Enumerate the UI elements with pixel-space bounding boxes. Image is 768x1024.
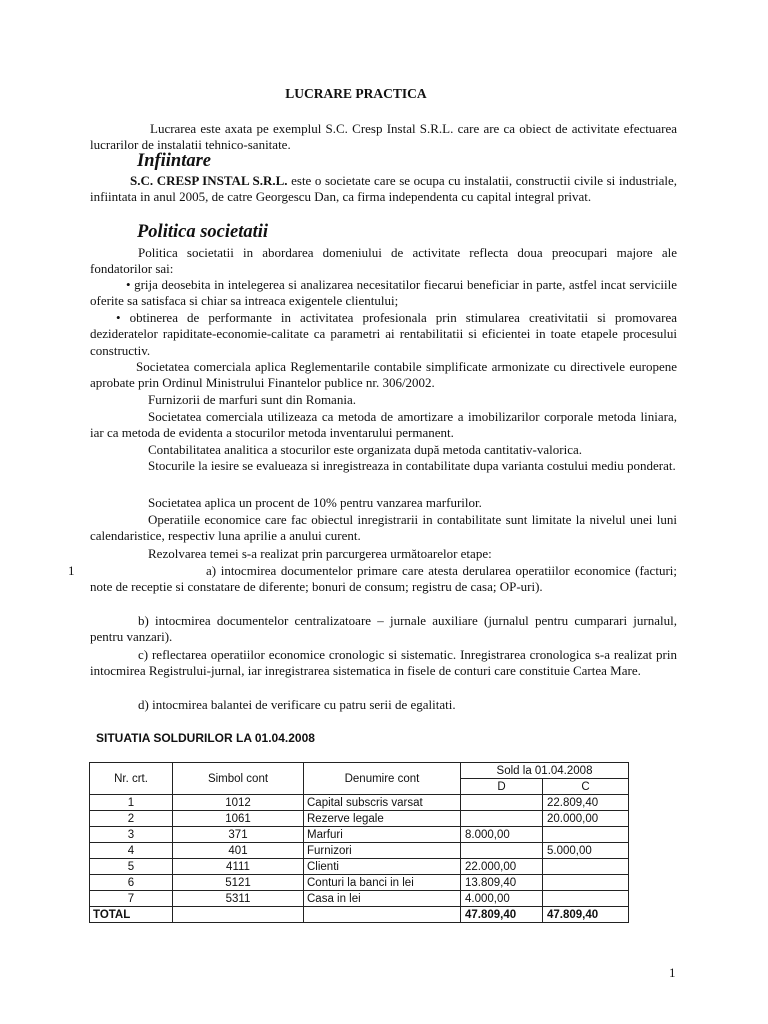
header-sold: Sold la 01.04.2008 (461, 763, 629, 779)
total-empty-simbol (173, 907, 304, 923)
header-simbol: Simbol cont (173, 763, 304, 795)
rezolvare-paragraph: Rezolvarea temei s-a realizat prin parcurgerea următoarelor etape: (148, 546, 492, 561)
header-nr: Nr. crt. (90, 763, 173, 795)
sold-table (89, 762, 629, 923)
cell-credit (543, 859, 629, 875)
total-debit: 47.809,40 (461, 907, 543, 923)
cell-denumire: Casa in lei (304, 891, 461, 907)
cell-debit: 13.809,40 (461, 875, 543, 891)
cell-debit (461, 795, 543, 811)
cell-nr: 7 (90, 891, 173, 907)
table-row (90, 843, 629, 859)
cell-simbol: 5121 (173, 875, 304, 891)
cell-debit (461, 811, 543, 827)
table-row (90, 795, 629, 811)
operatii-paragraph: Operatiile economice care fac obiectul inregistrarii in contabilitate sunt limitate la nivelul unei luni calendaristice, respectiv luna aprilie a anului curent. (90, 512, 677, 544)
cell-nr: 1 (90, 795, 173, 811)
cell-nr: 3 (90, 827, 173, 843)
table-row (90, 875, 629, 891)
header-denumire: Denumire cont (304, 763, 461, 795)
amortizare-paragraph: Societatea comerciala utilizeaza ca metoda de amortizare a imobilizarilor corporale metoda liniara, iar ca metoda de evidenta a stocurilor metoda inventarului permanent. (90, 409, 677, 441)
table-row (90, 891, 629, 907)
policy-bullet-1: • grija deosebita in intelegerea si analizarea necesitatilor fiecarui beneficiar in parte, astfel incat serviciile oferite sa satisfaca si chiar sa intreaca exigentele clientului; (90, 277, 677, 309)
cell-simbol: 371 (173, 827, 304, 843)
cell-denumire: Clienti (304, 859, 461, 875)
cell-simbol: 4111 (173, 859, 304, 875)
header-credit: C (543, 779, 629, 795)
header-debit: D (461, 779, 543, 795)
cell-credit (543, 875, 629, 891)
table-row (90, 859, 629, 875)
company-name: S.C. CRESP INSTAL S.R.L. (130, 173, 288, 188)
cell-denumire: Rezerve legale (304, 811, 461, 827)
cell-credit: 22.809,40 (543, 795, 629, 811)
company-paragraph (90, 173, 677, 206)
cell-denumire: Conturi la banci in lei (304, 875, 461, 891)
heading-politica: Politica societatii (137, 222, 269, 242)
cell-simbol: 401 (173, 843, 304, 859)
heading-infiintare: Infiintare (137, 151, 212, 171)
cell-credit (543, 891, 629, 907)
company-description: este o societate care se ocupa cu instalatii, constructii civile si industriale, infiintata in anul 2005, de catre Georgescu Dan, ca firma independenta cu capital integral privat. (90, 173, 677, 205)
cell-simbol: 1012 (173, 795, 304, 811)
cell-credit: 5.000,00 (543, 843, 629, 859)
cell-simbol: 5311 (173, 891, 304, 907)
furnizori-paragraph: Furnizorii de marfuri sunt din Romania. (148, 392, 356, 407)
intro-paragraph: Lucrarea este axata pe exemplul S.C. Cresp Instal S.R.L. care are ca obiect de activitate efectuarea lucrarilor de instalatii tehnico-sanitate. (90, 121, 677, 153)
cell-credit: 20.000,00 (543, 811, 629, 827)
cell-credit (543, 827, 629, 843)
stocuri-paragraph: Stocurile la iesire se evalueaza si inregistreaza in contabilitate dupa varianta costului mediu ponderat. (148, 458, 676, 473)
table-total-row (90, 907, 629, 923)
document-title: LUCRARE PRACTICA (285, 86, 427, 101)
cell-debit (461, 843, 543, 859)
cell-nr: 4 (90, 843, 173, 859)
cell-nr: 2 (90, 811, 173, 827)
cell-nr: 5 (90, 859, 173, 875)
reglementari-paragraph: Societatea comerciala aplica Reglementarile contabile simplificate armonizate cu directivele europene aprobate prin Ordinul Ministrului Finantelor publice nr. 306/2002. (90, 359, 677, 391)
table-row (90, 827, 629, 843)
cell-denumire: Capital subscris varsat (304, 795, 461, 811)
cell-debit: 8.000,00 (461, 827, 543, 843)
table-row (90, 811, 629, 827)
table-title: SITUATIA SOLDURILOR LA 01.04.2008 (96, 731, 315, 745)
total-empty-denumire (304, 907, 461, 923)
page-number: 1 (669, 965, 676, 980)
contabilitate-paragraph: Contabilitatea analitica a stocurilor este organizata după metoda cantitativ-valorica. (148, 442, 582, 457)
policy-bullet-2: • obtinerea de performante in activitatea profesionala prin stimularea creativitatii si promovarea dezideratelor rapiditate-economie-calitate ca parametri ai rentabilitatii si eficientei in toate etapele procesului constructiv. (90, 310, 677, 358)
cell-simbol: 1061 (173, 811, 304, 827)
cell-debit: 22.000,00 (461, 859, 543, 875)
step-c-paragraph: c) reflectarea operatiilor economice cronologic si sistematic. Inregistrarea cronologica s-a realizat prin intocmirea Registrului-jurnal, iar inregistrarea sistematica in fisele de conturi care constituie Cartea Mare. (90, 647, 677, 679)
policy-intro-paragraph: Politica societatii in abordarea domeniului de activitate reflecta doua preocupari majore ale fondatorilor sai: (90, 245, 677, 277)
procent-paragraph: Societatea aplica un procent de 10% pentru vanzarea marfurilor. (148, 495, 482, 510)
step-a-paragraph: a) intocmirea documentelor primare care atesta derularea operatiilor economice (facturi; note de receptie si constatare de diferente; bonuri de consum; registru de casa; OP-uri). (90, 563, 677, 595)
margin-number: 1 (68, 563, 75, 578)
step-d-paragraph: d) intocmirea balantei de verificare cu patru serii de egalitati. (138, 697, 456, 712)
cell-debit: 4.000,00 (461, 891, 543, 907)
step-b-paragraph: b) intocmirea documentelor centralizatoare – jurnale auxiliare (jurnalul pentru cumparari jurnalul, pentru vanzari). (90, 613, 677, 645)
cell-denumire: Furnizori (304, 843, 461, 859)
cell-nr: 6 (90, 875, 173, 891)
total-label: TOTAL (90, 907, 173, 923)
total-credit: 47.809,40 (543, 907, 629, 923)
cell-denumire: Marfuri (304, 827, 461, 843)
